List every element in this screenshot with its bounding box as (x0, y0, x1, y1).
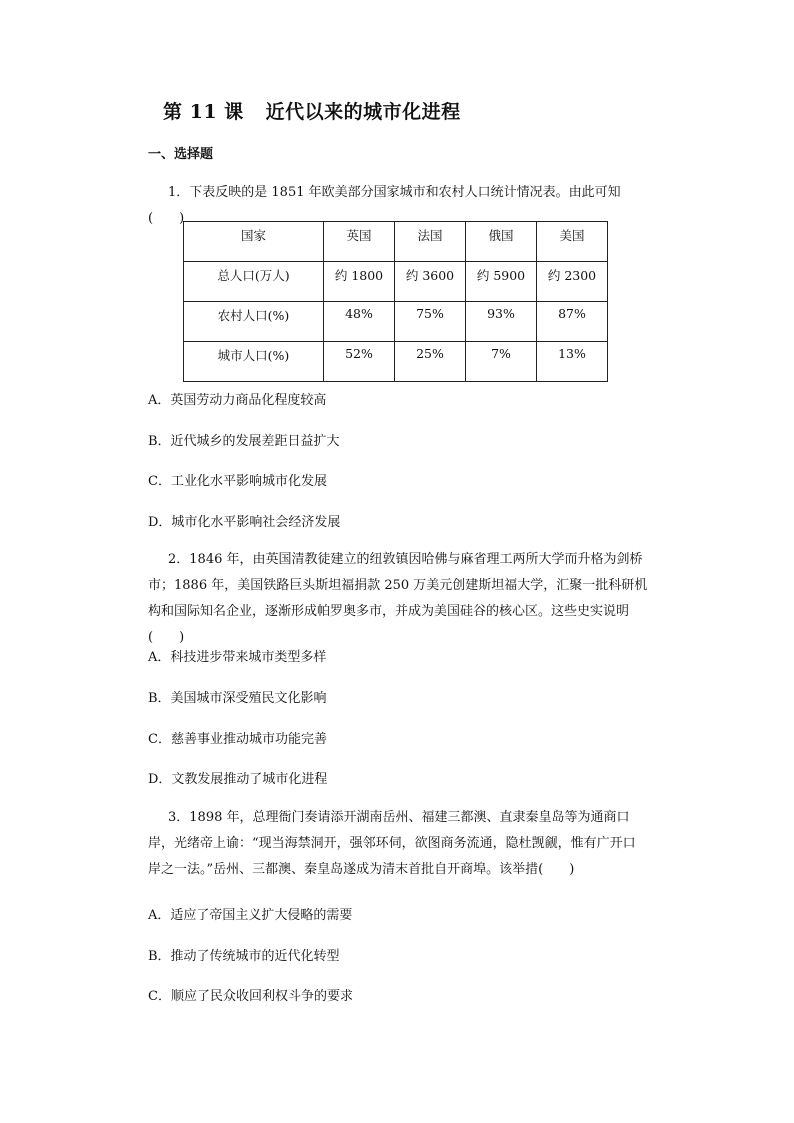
question-3-option-c: C．顺应了民众收回利权斗争的要求 (148, 989, 353, 1004)
table-header-cell: 英国 (324, 222, 395, 262)
question-2-option-c: C．慈善事业推动城市功能完善 (148, 732, 327, 747)
question-1-option-c: C．工业化水平影响城市化发展 (148, 474, 327, 489)
table-row (184, 262, 608, 302)
lesson-number: 第 11 课 (163, 101, 244, 123)
table-header-cell: 俄国 (466, 222, 537, 262)
table-header-cell: 美国 (537, 222, 608, 262)
question-2-option-b: B．美国城市深受殖民文化影响 (148, 691, 327, 706)
question-3-option-a: A．适应了帝国主义扩大侵略的需要 (148, 908, 353, 923)
table-cell: 25% (395, 342, 466, 382)
table-cell: 约 1800 (324, 262, 395, 302)
table-cell: 75% (395, 302, 466, 342)
question-3-stem: 3．1898 年，总理衙门奏请添开湖南岳州、福建三都澳、直隶秦皇岛等为通商口岸，光绪帝上谕：“现当海禁洞开，强邻环伺，欲图商务流通，隐杜觊觎，惟有广开口岸之一法。”岳州、三都澳、秦皇岛遂成为清末首批自开商埠。该举措( ) (148, 810, 636, 877)
table-cell: 城市人口(%) (184, 342, 324, 382)
question-2-option-d: D．文教发展推动了城市化进程 (148, 772, 328, 787)
table-header-cell: 法国 (395, 222, 466, 262)
question-3-option-b: B．推动了传统城市的近代化转型 (148, 949, 340, 964)
table-header-row (184, 222, 608, 262)
table-cell: 约 3600 (395, 262, 466, 302)
table-row (184, 342, 608, 382)
table-cell: 约 5900 (466, 262, 537, 302)
population-table (183, 221, 608, 382)
table-cell: 约 2300 (537, 262, 608, 302)
question-1-option-a: A．英国劳动力商品化程度较高 (148, 393, 327, 408)
question-2-stem: 2．1846 年，由英国清教徒建立的纽敦镇因哈佛与麻省理工两所大学而升格为剑桥市；1886 年，美国铁路巨头斯坦福捐款 250 万美元创建斯坦福大学，汇聚一批科研机构和国际知名企业，逐渐形成帕罗奥多市，并成为美国硅谷的核心区。这些史实说明( ) (148, 552, 648, 645)
question-2-option-a: A．科技进步带来城市类型多样 (148, 650, 327, 665)
table-cell: 48% (324, 302, 395, 342)
lesson-title: 近代以来的城市化进程 (265, 101, 461, 123)
question-1-stem: 1．下表反映的是 1851 年欧美部分国家城市和农村人口统计情况表。由此可知( ) (148, 185, 621, 226)
table-row (184, 302, 608, 342)
table-header-cell: 国家 (184, 222, 324, 262)
table-cell: 13% (537, 342, 608, 382)
table-cell: 农村人口(%) (184, 302, 324, 342)
table-cell: 87% (537, 302, 608, 342)
table-cell: 7% (466, 342, 537, 382)
table-cell: 总人口(万人) (184, 262, 324, 302)
section-heading: 一、选择题 (148, 147, 214, 162)
table-cell: 93% (466, 302, 537, 342)
question-1-option-b: B．近代城乡的发展差距日益扩大 (148, 434, 340, 449)
page-title (163, 97, 461, 124)
table-cell: 52% (324, 342, 395, 382)
question-1-option-d: D．城市化水平影响社会经济发展 (148, 515, 341, 530)
